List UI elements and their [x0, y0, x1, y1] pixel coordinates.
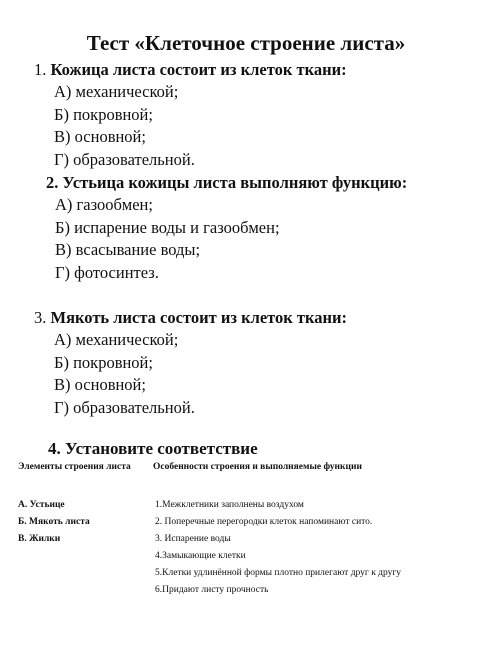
- matching-right-item: 4.Замыкающие клетки: [155, 551, 246, 561]
- matching-right-item: 6.Придают листу прочность: [155, 585, 269, 595]
- question-4-heading: 4. Установите соответствие: [48, 439, 258, 458]
- matching-right-item: 3. Испарение воды: [155, 534, 231, 544]
- matching-left-item: А. Устьице: [18, 500, 65, 510]
- question-2-option-d: Г) фотосинтез.: [55, 262, 159, 282]
- question-2-option-c: В) всасывание воды;: [55, 240, 201, 259]
- matching-right-item: 1.Межклетники заполнены воздухом: [155, 500, 304, 510]
- question-1-text: Кожица листа состоит из клеток ткани:: [50, 60, 347, 79]
- question-3-number: 3.: [34, 308, 47, 327]
- question-1-heading: [34, 59, 347, 81]
- question-1-number: 1.: [34, 60, 47, 79]
- question-3: [34, 307, 347, 419]
- matching-left-item: Б. Мякоть листа: [18, 517, 90, 527]
- question-3-text: Мякоть листа состоит из клеток ткани:: [50, 308, 348, 327]
- question-3-option-d: Г) образовательной.: [54, 397, 195, 417]
- matching-left-column: [18, 497, 90, 548]
- question-2: [46, 172, 407, 284]
- question-1-option-b: Б) покровной;: [54, 104, 153, 124]
- question-3-heading: [34, 307, 347, 329]
- question-2-number: 2.: [46, 173, 59, 192]
- question-1-option-a: А) механической;: [54, 82, 179, 101]
- question-2-heading: [46, 172, 407, 194]
- matching-right-item: 2. Поперечные перегородки клеток напоминают сито.: [155, 517, 373, 527]
- question-3-option-b: Б) покровной;: [54, 352, 153, 372]
- question-3-options: [54, 329, 347, 419]
- matching-right-column-header: Особенности строения и выполняемые функции: [153, 462, 362, 472]
- question-2-text: Устьица кожицы листа выполняют функцию:: [62, 173, 408, 192]
- page-title: Тест «Клеточное строение листа»: [86, 31, 406, 55]
- question-1-option-c: В) основной;: [54, 127, 146, 146]
- question-2-option-a: А) газообмен;: [55, 195, 153, 214]
- matching-left-item: В. Жилки: [18, 534, 61, 544]
- question-3-option-c: В) основной;: [54, 375, 146, 394]
- matching-right-item: 5.Клетки удлинённой формы плотно прилегают друг к другу: [155, 568, 402, 578]
- matching-left-column-header: Элементы строения листа: [18, 462, 131, 472]
- matching-right-column: [155, 497, 401, 599]
- question-3-option-a: А) механической;: [54, 330, 179, 349]
- question-2-options: [55, 194, 407, 284]
- question-2-option-b: Б) испарение воды и газообмен;: [55, 217, 280, 237]
- question-1-option-d: Г) образовательной.: [54, 149, 195, 169]
- question-1-options: [54, 81, 347, 171]
- question-1: [34, 59, 347, 171]
